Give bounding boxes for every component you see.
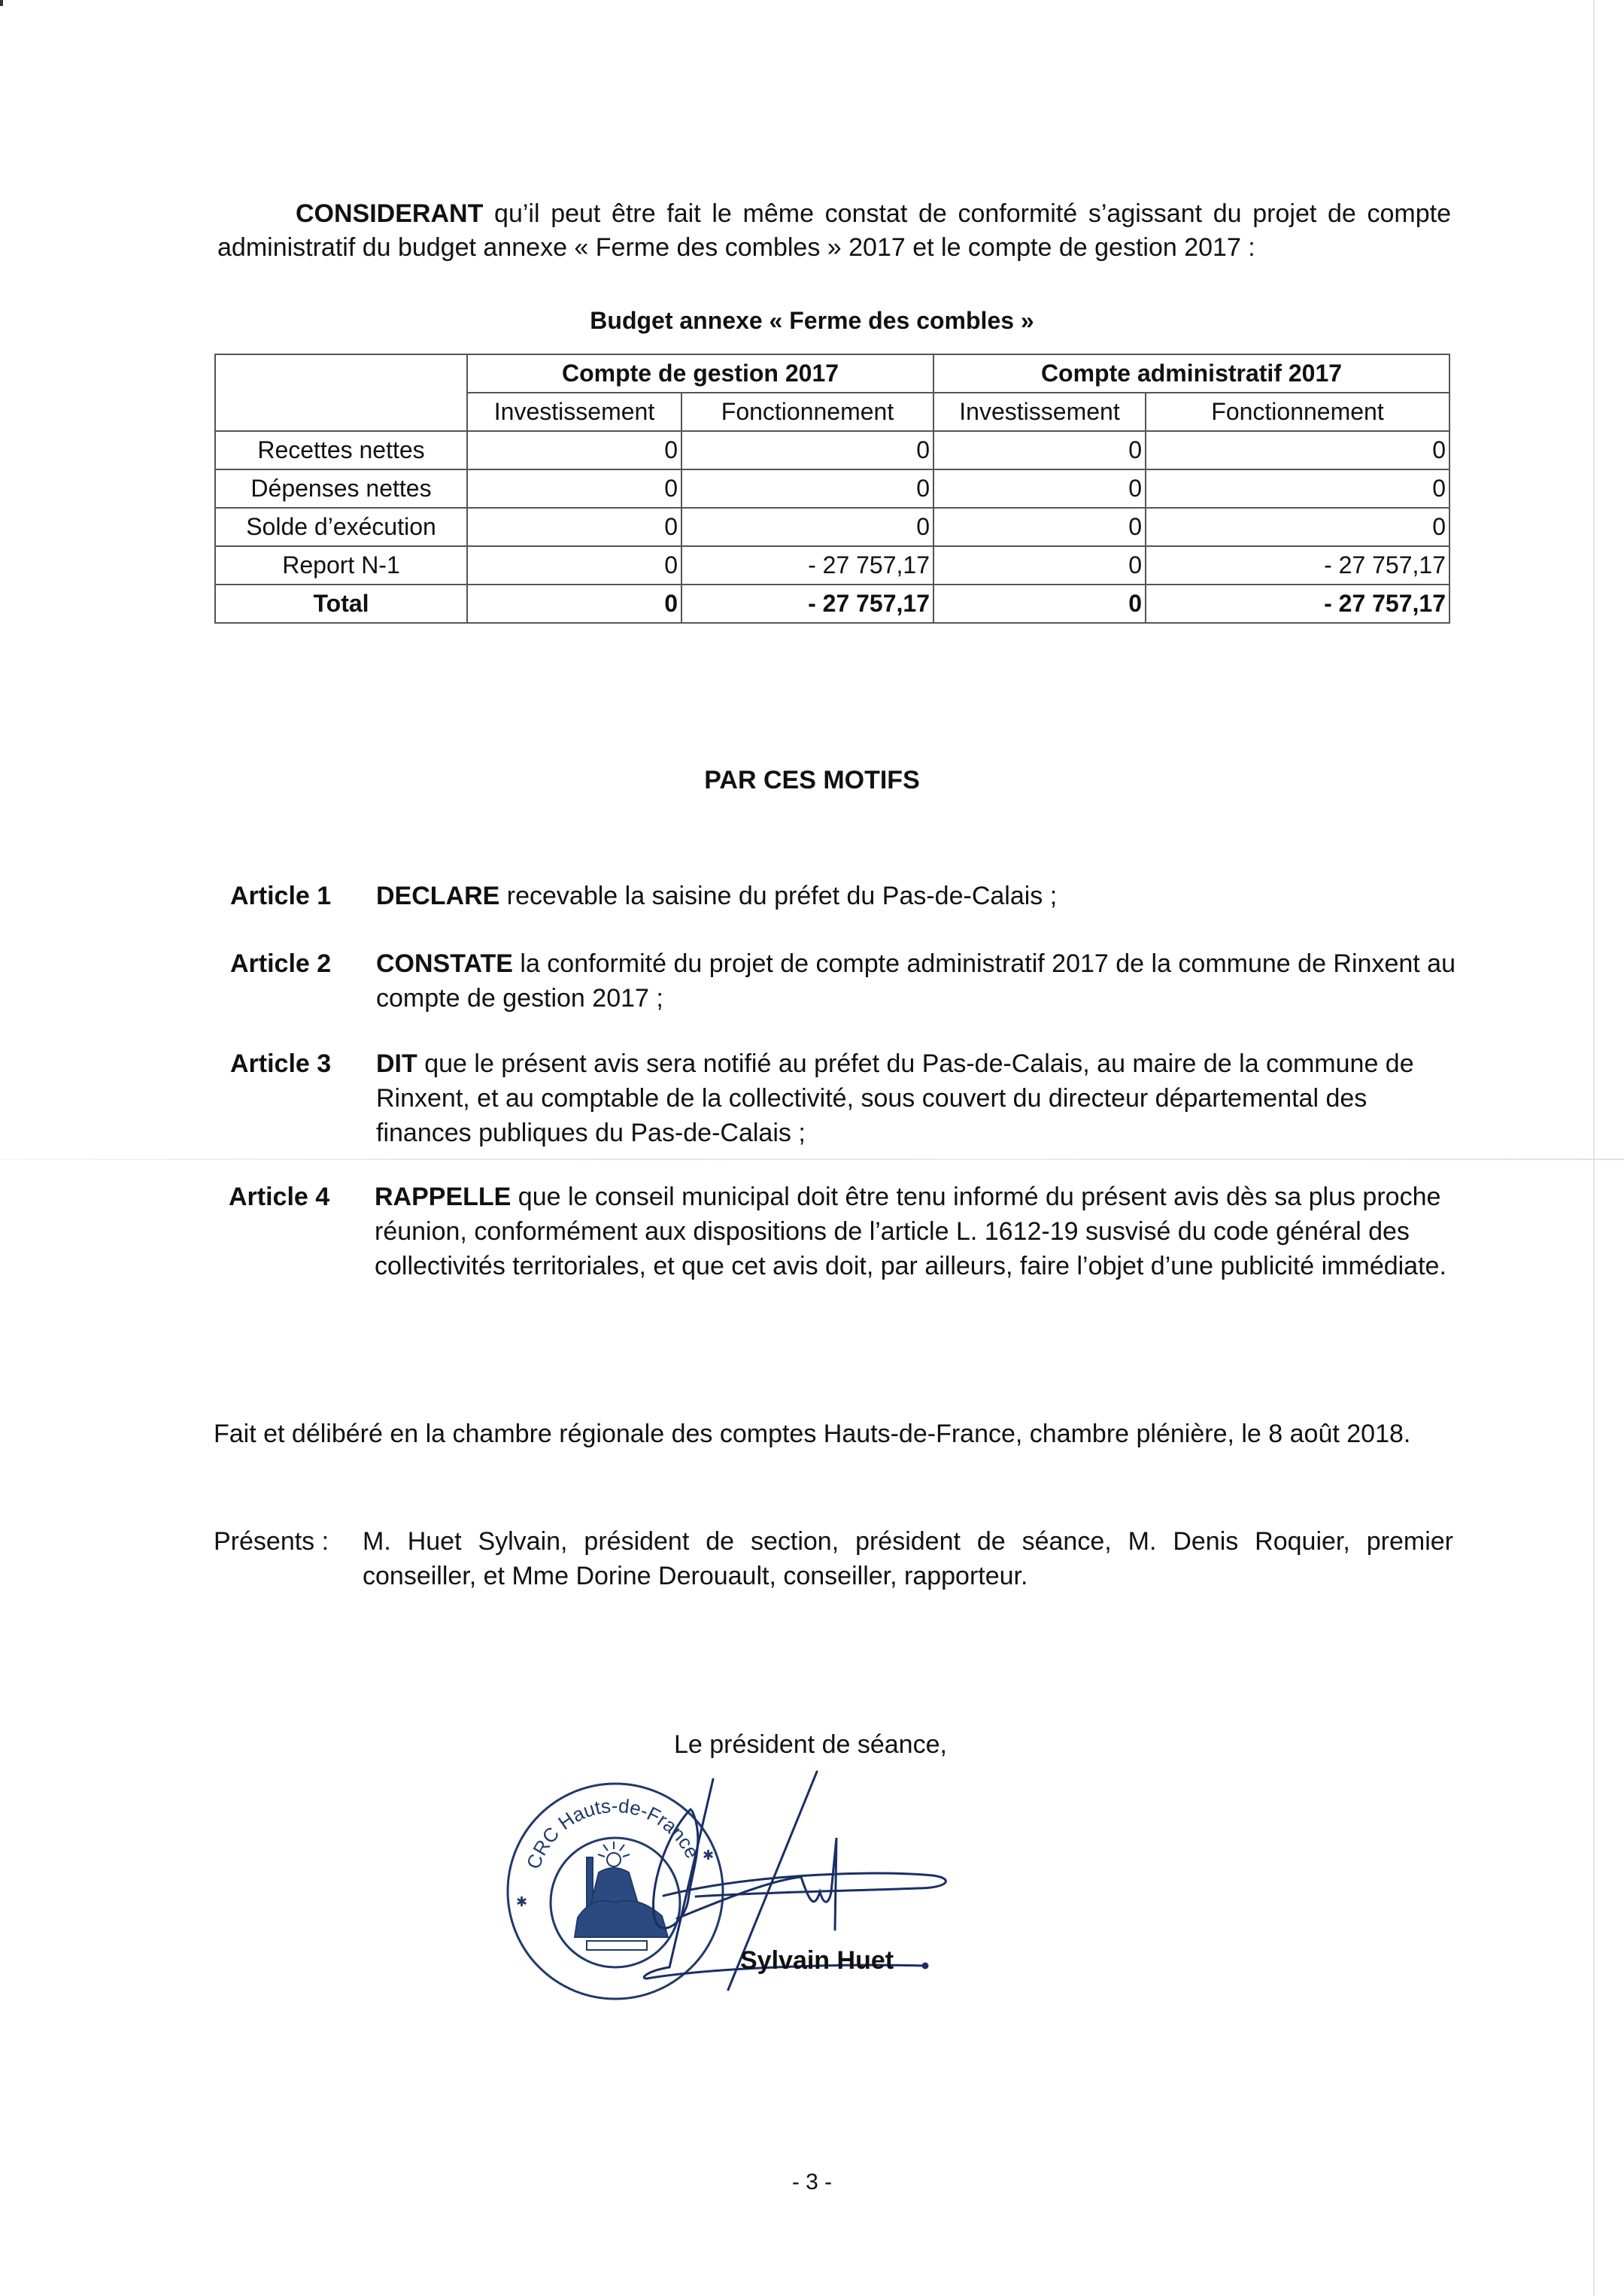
value-cell: 0 [933,546,1146,585]
article-verb: RAPPELLE [375,1183,511,1211]
table-title: Budget annexe « Ferme des combles » [590,307,1034,334]
table-row [215,469,1449,508]
value-cell: 0 [1146,431,1449,469]
article-text: la conformité du projet de compte administratif 2017 de la commune de Rinxent au compte de gestion 2017 ; [376,949,1456,1013]
value-cell: 0 [681,508,933,546]
fait-paragraph: Fait et délibéré en la chambre régionale des comptes Hauts-de-France, chambre plénière, le 8 août 2018. [214,1420,1411,1448]
subheader-cell: Fonctionnement [1146,393,1449,431]
budget-table [214,354,1450,624]
table-row [215,431,1449,469]
article-label: Article 3 [230,1049,332,1078]
article-label: Article 4 [229,1183,330,1211]
value-cell: 0 [467,585,681,623]
value-cell: 0 [933,585,1146,623]
row-label: Report N-1 [215,546,467,585]
group-header-administratif: Compte administratif 2017 [933,354,1449,393]
value-cell: 0 [1146,469,1449,508]
table-group-header-row [215,354,1449,393]
considerant-paragraph [217,197,1451,265]
value-cell: 0 [467,546,681,585]
value-cell: 0 [681,431,933,469]
row-label: Solde d’exécution [215,508,467,546]
table-row [215,508,1449,546]
presents-label: Présents : [214,1527,329,1556]
value-cell: 0 [467,469,681,508]
value-cell: 0 [1146,508,1449,546]
article-text: que le présent avis sera notifié au préfet du Pas-de-Calais, au maire de la commune de Rinxent, et au comptable de la collectivité, sous couvert du directeur départemental des finances publiques du Pas-de-Calais ; [376,1049,1414,1147]
scan-corner-mark [0,0,3,6]
value-cell: - 27 757,17 [681,585,933,623]
table-row [215,546,1449,585]
article-label: Article 1 [230,882,332,910]
value-cell: - 27 757,17 [1146,546,1449,585]
value-cell: 0 [467,431,681,469]
article-2 [230,946,1456,1016]
table-corner-cell [215,354,467,431]
article-verb: CONSTATE [376,949,513,978]
group-header-gestion: Compte de gestion 2017 [467,354,933,393]
value-cell: 0 [467,508,681,546]
article-verb: DIT [376,1049,417,1078]
paper-fold-line [0,1159,1624,1160]
article-text: recevable la saisine du préfet du Pas-de-Calais ; [499,882,1058,910]
seal-star-right-icon: ✱ [703,1848,715,1863]
row-label: Dépenses nettes [215,469,467,508]
subheader-cell: Investissement [467,393,681,431]
article-3 [230,1046,1456,1150]
article-1 [230,879,1456,913]
motifs-heading: PAR CES MOTIFS [704,766,920,794]
value-cell: - 27 757,17 [1146,585,1449,623]
subheader-cell: Investissement [933,393,1146,431]
table-total-row [215,585,1449,623]
article-label: Article 2 [230,949,332,978]
subheader-cell: Fonctionnement [681,393,933,431]
considerant-text: qu’il peut être fait le même constat de conformité s’agissant du projet de compte administratif du budget annexe « Ferme des combles » 2017 et le compte de gestion 2017 : [217,199,1451,262]
value-cell: 0 [933,431,1146,469]
seal-text-path: CRC Hauts-de-France [521,1794,704,1872]
value-cell: 0 [933,469,1146,508]
president-role-label: Le président de séance, [674,1730,947,1759]
article-4 [229,1180,1455,1283]
presents-text: M. Huet Sylvain, président de section, président de séance, M. Denis Roquier, premier conseiller, et Mme Dorine Derouault, conseiller, rapporteur. [363,1527,1453,1590]
value-cell: - 27 757,17 [681,546,933,585]
page-number: - 3 - [791,2170,833,2194]
row-label: Recettes nettes [215,431,467,469]
article-text: que le conseil municipal doit être tenu informé du présent avis dès sa plus proche réunion, conformément aux dispositions de l’article L. 1612-19 susvisé du code général des collectivités territoriales, et que cet avis doit, par ailleurs, faire l’objet d’une publicité immédiate. [375,1183,1446,1280]
seal-star-left-icon: ✱ [516,1894,528,1909]
value-cell: 0 [933,508,1146,546]
row-label: Total [215,585,467,623]
value-cell: 0 [681,469,933,508]
paper-edge [1593,0,1595,2296]
presents-block [214,1524,1453,1593]
article-verb: DECLARE [376,882,500,910]
signatory-name: Sylvain Huet [740,1946,894,1975]
considerant-keyword: CONSIDERANT [296,199,484,228]
